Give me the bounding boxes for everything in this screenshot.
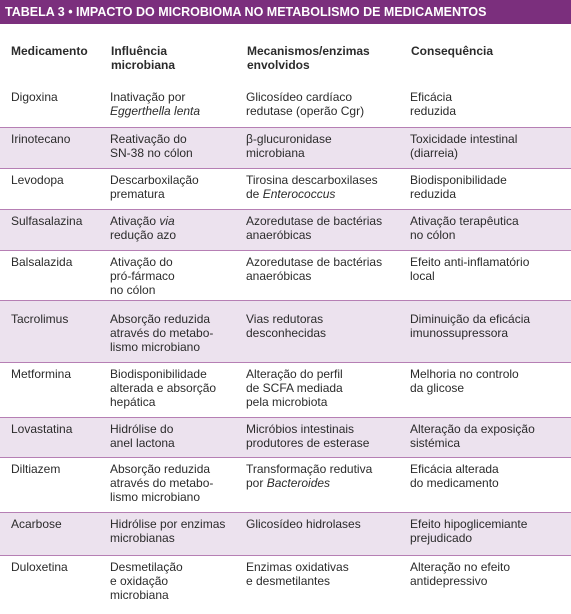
cell-influence: Ativação do pró-fármaco no cólon xyxy=(100,250,236,300)
cell-mechanism: Alteração do perfil de SCFA mediada pela microbiota xyxy=(236,362,400,417)
cell-drug: Balsalazida xyxy=(0,250,100,300)
cell-text: Tirosina descarboxilases de xyxy=(246,172,378,201)
cell-consequence: Eficácia alterada do medicamento xyxy=(400,457,571,512)
cell-consequence: Melhoria no controlo da glicose xyxy=(400,362,571,417)
table-row xyxy=(0,512,571,555)
header-row xyxy=(0,24,571,86)
cell-drug: Duloxetina xyxy=(11,559,68,574)
drug-microbiome-table xyxy=(0,24,571,607)
header-drug: Medicamento xyxy=(11,44,88,58)
cell-influence: Reativação do SN-38 no cólon xyxy=(100,127,236,168)
header-consequence: Consequência xyxy=(411,44,494,58)
header-influence: Influência microbiana xyxy=(111,44,176,72)
header-mechanism: Mecanismos/enzimas envolvidos xyxy=(247,44,370,72)
cell-mechanism: Enzimas oxidativas e desmetilantes xyxy=(246,559,349,588)
cell-consequence: Diminuição da eficácia imunossupressora xyxy=(400,300,571,362)
cell-mechanism: Vias redutoras desconhecidas xyxy=(236,300,400,362)
cell-mechanism xyxy=(236,457,400,512)
cell-consequence: Efeito hipoglicemiante prejudicado xyxy=(400,512,571,555)
cell-mechanism: Glicosídeo hidrolases xyxy=(236,512,400,555)
cell-drug: Irinotecano xyxy=(0,127,100,168)
cell-consequence: Ativação terapêutica no cólon xyxy=(400,209,571,250)
cell-mechanism: Azoredutase de bactérias anaeróbicas xyxy=(236,209,400,250)
cell-drug: Sulfasalazina xyxy=(0,209,100,250)
cell-mechanism: Azoredutase de bactérias anaeróbicas xyxy=(236,250,400,300)
table-row xyxy=(0,250,571,300)
cell-text-italic: via xyxy=(159,213,175,228)
cell-drug: Metformina xyxy=(0,362,100,417)
cell-influence: Desmetilação e oxidação microbiana xyxy=(110,559,183,602)
table-row xyxy=(0,417,571,457)
cell-consequence: Efeito anti-inflamatório local xyxy=(400,250,571,300)
cell-text: Ativação xyxy=(110,213,157,228)
table-row xyxy=(0,127,571,168)
table-row xyxy=(0,457,571,512)
cell-text: Inativação por xyxy=(110,90,186,104)
cell-text: Transformação redutiva por xyxy=(246,461,373,490)
table-row xyxy=(0,362,571,417)
cell-text: redução azo xyxy=(110,227,177,242)
table-title: TABELA 3 • IMPACTO DO MICROBIOMA NO METABOLISMO DE MEDICAMENTOS xyxy=(0,0,571,24)
cell-influence: Hidrólise do anel lactona xyxy=(100,417,236,457)
cell-influence: Descarboxilação prematura xyxy=(100,168,236,209)
cell-influence: Biodisponibilidade alterada e absorção hepática xyxy=(100,362,236,417)
cell-mechanism: Micróbios intestinais produtores de esterase xyxy=(236,417,400,457)
table-row xyxy=(0,209,571,250)
cell-consequence: Alteração no efeito antidepressivo xyxy=(410,559,511,588)
cell-consequence: Eficácia reduzida xyxy=(400,86,571,127)
cell-influence: Absorção reduzida através do metabo- lismo microbiano xyxy=(100,457,236,512)
cell-mechanism: Glicosídeo cardíaco redutase (operão Cgr) xyxy=(236,86,400,127)
cell-influence xyxy=(100,209,236,250)
cell-text-italic: Eggerthella lenta xyxy=(110,104,201,118)
table-row xyxy=(0,300,571,362)
cell-drug: Diltiazem xyxy=(0,457,100,512)
cell-text-italic: Enterococcus xyxy=(262,186,336,201)
cell-influence: Hidrólise por enzimas microbianas xyxy=(100,512,236,555)
cell-drug: Levodopa xyxy=(0,168,100,209)
cell-influence xyxy=(100,86,236,127)
cell-mechanism: β-glucuronidase microbiana xyxy=(236,127,400,168)
table-row xyxy=(0,555,571,607)
cell-text-italic: Bacteroides xyxy=(266,475,331,490)
cell-drug: Acarbose xyxy=(0,512,100,555)
cell-consequence: Toxicidade intestinal (diarreia) xyxy=(400,127,571,168)
table-row xyxy=(0,86,571,127)
cell-consequence: Biodisponibilidade reduzida xyxy=(400,168,571,209)
cell-mechanism xyxy=(236,168,400,209)
table-row xyxy=(0,168,571,209)
cell-consequence: Alteração da exposição sistémica xyxy=(400,417,571,457)
cell-influence: Absorção reduzida através do metabo- lismo microbiano xyxy=(100,300,236,362)
cell-drug: Digoxina xyxy=(0,86,100,127)
cell-drug: Tacrolimus xyxy=(0,300,100,362)
cell-drug: Lovastatina xyxy=(0,417,100,457)
